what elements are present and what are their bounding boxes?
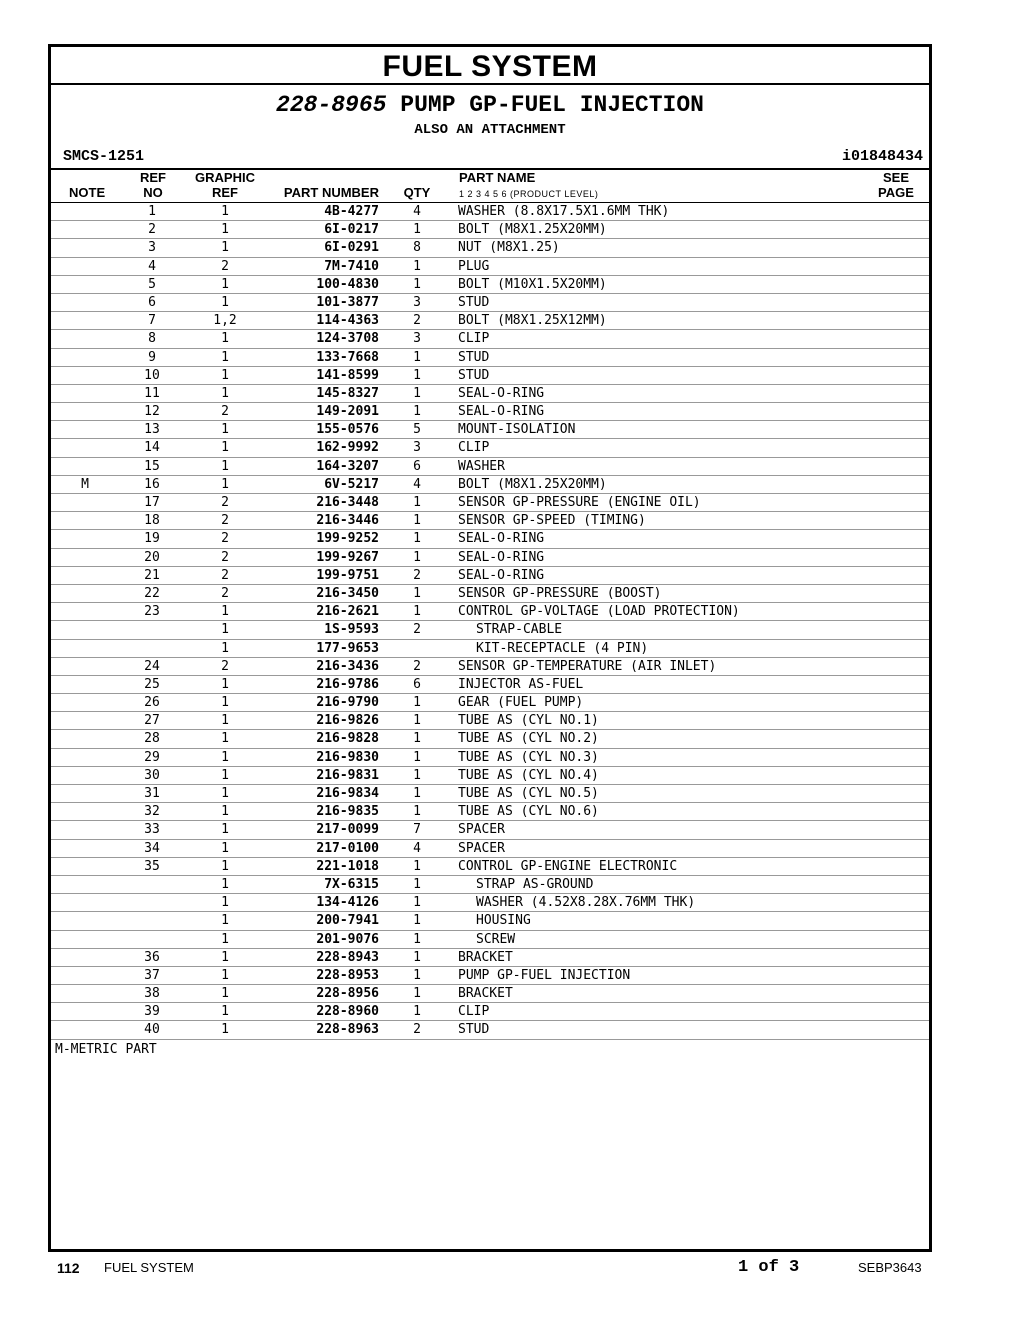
- qty-cell: 1: [413, 786, 421, 801]
- header-ref-no-bottom: NO: [143, 185, 163, 200]
- part-number-cell: 1S-9593: [324, 622, 379, 638]
- ref-no-cell: 10: [144, 367, 160, 383]
- graphic-ref-cell: 1: [221, 713, 229, 729]
- header-part-name: PART NAME: [459, 170, 536, 185]
- qty-cell: 1: [413, 531, 421, 547]
- graphic-ref-cell: 1: [221, 840, 229, 856]
- smcs-code: SMCS-1251: [63, 148, 145, 165]
- graphic-ref-cell: 2: [221, 549, 229, 565]
- table-row: [51, 439, 929, 457]
- graphic-ref-cell: 1: [221, 240, 229, 256]
- ref-no-cell: 17: [144, 495, 160, 510]
- note-cell: M: [81, 476, 89, 492]
- illustration-id: i01848434: [841, 148, 923, 165]
- table-row: [51, 458, 929, 476]
- table-row: [51, 821, 929, 839]
- part-number-cell: 149-2091: [316, 404, 379, 420]
- graphic-ref-cell: 1: [221, 640, 229, 656]
- part-name-cell: STUD: [458, 294, 490, 310]
- part-name-cell: CLIP: [458, 1004, 490, 1020]
- graphic-ref-cell: 1: [221, 367, 229, 383]
- part-name-cell: MOUNT-ISOLATION: [458, 422, 576, 438]
- graphic-ref-cell: 1: [221, 622, 229, 638]
- part-number-cell: 217-0099: [316, 822, 379, 838]
- ref-no-cell: 19: [144, 531, 160, 547]
- part-number-cell: 155-0576: [316, 422, 379, 438]
- table-row: [51, 367, 929, 385]
- part-number-cell: 216-3448: [316, 495, 379, 510]
- ref-no-cell: 4: [148, 258, 156, 274]
- part-name-cell: BOLT (M10X1.5X20MM): [458, 276, 607, 292]
- part-number-cell: 199-9751: [316, 567, 379, 583]
- part-name-cell: STRAP-CABLE: [476, 622, 563, 638]
- part-name-cell: HOUSING: [476, 913, 531, 929]
- ref-no-cell: 6: [148, 294, 156, 310]
- qty-cell: 1: [413, 495, 421, 510]
- table-row: [51, 730, 929, 748]
- section-title: FUEL SYSTEM: [51, 47, 929, 85]
- part-number-cell: 6V-5217: [324, 476, 379, 492]
- graphic-ref-cell: 2: [221, 404, 229, 420]
- qty-cell: 1: [413, 276, 421, 292]
- table-row: [51, 640, 929, 658]
- ref-no-cell: 12: [144, 404, 160, 420]
- graphic-ref-cell: 1: [221, 604, 229, 620]
- qty-cell: 7: [413, 822, 421, 838]
- part-number-cell: 216-3446: [316, 513, 379, 529]
- graphic-ref-cell: 2: [221, 513, 229, 529]
- table-row: [51, 239, 929, 257]
- ref-no-cell: 18: [144, 513, 160, 529]
- graphic-ref-cell: 2: [221, 585, 229, 601]
- part-name-cell: SCREW: [476, 931, 516, 947]
- qty-cell: 1: [413, 804, 421, 820]
- part-name-cell: BOLT (M8X1.25X12MM): [458, 313, 607, 329]
- header-qty: QTY: [403, 185, 431, 200]
- part-name-cell: SENSOR GP-PRESSURE (BOOST): [458, 585, 662, 601]
- qty-cell: 1: [413, 986, 421, 1002]
- part-number-cell: 4B-4277: [324, 204, 379, 219]
- part-name-cell: BRACKET: [458, 949, 513, 965]
- part-number-cell: 216-9790: [316, 695, 379, 711]
- table-row: [51, 931, 929, 949]
- graphic-ref-cell: 1: [221, 986, 229, 1002]
- graphic-ref-cell: 1: [221, 222, 229, 238]
- part-number-cell: 216-3450: [316, 585, 379, 601]
- part-name-cell: SEAL-O-RING: [458, 567, 545, 583]
- qty-cell: 1: [413, 349, 421, 365]
- part-number-cell: 216-9835: [316, 804, 379, 820]
- graphic-ref-cell: 1: [221, 858, 229, 874]
- header-see-top: SEE: [882, 170, 909, 185]
- table-row: [51, 203, 929, 221]
- graphic-ref-cell: 1: [221, 967, 229, 983]
- metric-footnote: M-METRIC PART: [55, 1042, 157, 1058]
- part-number-cell: 228-8960: [316, 1004, 379, 1020]
- qty-cell: 1: [413, 967, 421, 983]
- part-name-cell: SEAL-O-RING: [458, 404, 545, 420]
- table-row: [51, 676, 929, 694]
- group-number: 228-8965: [276, 92, 387, 118]
- header-graphic-top: GRAPHIC: [195, 170, 255, 185]
- graphic-ref-cell: 1: [221, 804, 229, 820]
- part-number-cell: 216-9826: [316, 713, 379, 729]
- ref-no-cell: 11: [144, 385, 160, 401]
- qty-cell: 1: [413, 222, 421, 238]
- graphic-ref-cell: 1: [221, 731, 229, 747]
- qty-cell: 2: [413, 658, 421, 674]
- part-number-cell: 200-7941: [316, 913, 379, 929]
- qty-cell: 1: [413, 585, 421, 601]
- part-name-cell: TUBE AS (CYL NO.1): [458, 713, 599, 729]
- graphic-ref-cell: 1: [221, 385, 229, 401]
- qty-cell: 1: [413, 513, 421, 529]
- qty-cell: 1: [413, 367, 421, 383]
- table-row: [51, 349, 929, 367]
- part-number-cell: 216-9786: [316, 676, 379, 692]
- part-number-cell: 7X-6315: [324, 876, 379, 892]
- ref-no-cell: 36: [144, 949, 160, 965]
- qty-cell: 4: [413, 840, 421, 856]
- part-number-cell: 6I-0291: [324, 240, 379, 256]
- graphic-ref-cell: 1: [221, 749, 229, 765]
- part-name-cell: KIT-RECEPTACLE (4 PIN): [476, 640, 649, 656]
- header-see-bottom: PAGE: [878, 185, 914, 200]
- ref-no-cell: 32: [144, 804, 160, 820]
- ref-no-cell: 7: [148, 313, 156, 329]
- table-row: [51, 876, 929, 894]
- qty-cell: 1: [413, 913, 421, 929]
- part-number-cell: 164-3207: [316, 458, 379, 474]
- ref-no-cell: 30: [144, 767, 160, 783]
- qty-cell: 3: [413, 294, 421, 310]
- part-name-cell: NUT (M8X1.25): [458, 240, 560, 256]
- graphic-ref-cell: 1: [221, 422, 229, 438]
- qty-cell: 6: [413, 458, 421, 474]
- part-number-cell: 124-3708: [316, 331, 379, 347]
- ref-no-cell: 38: [144, 986, 160, 1002]
- ref-no-cell: 14: [144, 440, 160, 456]
- page-of: 1 of 3: [738, 1258, 800, 1277]
- graphic-ref-cell: 1: [221, 440, 229, 456]
- ref-no-cell: 16: [144, 476, 160, 492]
- part-name-cell: STRAP AS-GROUND: [476, 876, 594, 892]
- page-number: 112: [57, 1260, 80, 1276]
- table-row: [51, 621, 929, 639]
- doc-id: SEBP3643: [858, 1260, 922, 1275]
- graphic-ref-cell: 1,2: [213, 313, 237, 329]
- graphic-ref-cell: 1: [221, 822, 229, 838]
- table-row: [51, 785, 929, 803]
- ref-no-cell: 37: [144, 967, 160, 983]
- part-number-cell: 216-9831: [316, 767, 379, 783]
- part-name-cell: WASHER (4.52X8.28X.76MM THK): [476, 895, 696, 911]
- part-number-cell: 141-8599: [316, 367, 379, 383]
- table-row: [51, 1003, 929, 1021]
- qty-cell: 1: [413, 604, 421, 620]
- qty-cell: 1: [413, 731, 421, 747]
- graphic-ref-cell: 1: [221, 949, 229, 965]
- graphic-ref-cell: 1: [221, 458, 229, 474]
- graphic-ref-cell: 2: [221, 495, 229, 510]
- ref-no-cell: 1: [148, 204, 156, 219]
- part-name-cell: TUBE AS (CYL NO.5): [458, 786, 599, 801]
- qty-cell: 1: [413, 713, 421, 729]
- ref-no-cell: 3: [148, 240, 156, 256]
- part-name-cell: SENSOR GP-SPEED (TIMING): [458, 513, 646, 529]
- part-number-cell: 199-9252: [316, 531, 379, 547]
- ref-no-cell: 8: [148, 331, 156, 347]
- part-name-cell: BRACKET: [458, 986, 513, 1002]
- qty-cell: 2: [413, 567, 421, 583]
- qty-cell: 3: [413, 440, 421, 456]
- qty-cell: 1: [413, 876, 421, 892]
- group-title: [51, 91, 929, 119]
- qty-cell: 4: [413, 204, 421, 219]
- part-name-cell: STUD: [458, 367, 490, 383]
- table-row: [51, 294, 929, 312]
- table-row: [51, 858, 929, 876]
- footer-section: FUEL SYSTEM: [104, 1260, 194, 1275]
- qty-cell: 1: [413, 1004, 421, 1020]
- part-number-cell: 216-2621: [316, 604, 379, 620]
- graphic-ref-cell: 1: [221, 786, 229, 801]
- header-part-number: PART NUMBER: [283, 185, 379, 200]
- part-name-cell: CONTROL GP-ENGINE ELECTRONIC: [458, 858, 678, 874]
- qty-cell: 1: [413, 258, 421, 274]
- part-number-cell: 216-9830: [316, 749, 379, 765]
- part-name-cell: PUMP GP-FUEL INJECTION: [458, 967, 631, 983]
- ref-no-cell: 40: [144, 1022, 160, 1038]
- part-name-cell: PLUG: [458, 258, 490, 274]
- table-row: [51, 530, 929, 548]
- part-number-cell: 217-0100: [316, 840, 379, 856]
- qty-cell: 1: [413, 695, 421, 711]
- ref-no-cell: 9: [148, 349, 156, 365]
- table-row: [51, 949, 929, 967]
- qty-cell: 2: [413, 622, 421, 638]
- ref-no-cell: 29: [144, 749, 160, 765]
- ref-no-cell: 31: [144, 786, 160, 801]
- ref-no-cell: 21: [144, 567, 160, 583]
- part-number-cell: 216-3436: [316, 658, 379, 674]
- ref-no-cell: 34: [144, 840, 160, 856]
- qty-cell: 8: [413, 240, 421, 256]
- part-name-cell: TUBE AS (CYL NO.2): [458, 731, 599, 747]
- table-row: [51, 967, 929, 985]
- part-name-cell: WASHER: [458, 458, 505, 474]
- graphic-ref-cell: 1: [221, 767, 229, 783]
- part-number-cell: 133-7668: [316, 349, 379, 365]
- table-row: [51, 221, 929, 239]
- graphic-ref-cell: 1: [221, 876, 229, 892]
- part-name-cell: SENSOR GP-TEMPERATURE (AIR INLET): [458, 658, 717, 674]
- ref-no-cell: 2: [148, 222, 156, 238]
- table-row: [51, 694, 929, 712]
- table-row: [51, 803, 929, 821]
- part-number-cell: 228-8943: [316, 949, 379, 965]
- graphic-ref-cell: 2: [221, 531, 229, 547]
- part-number-cell: 228-8963: [316, 1022, 379, 1038]
- parts-table: [51, 203, 929, 1040]
- table-row: [51, 894, 929, 912]
- qty-cell: 3: [413, 331, 421, 347]
- part-name-cell: STUD: [458, 349, 490, 365]
- part-name-cell: TUBE AS (CYL NO.4): [458, 767, 599, 783]
- parts-page-frame: [48, 44, 932, 1252]
- header-graphic-bottom: REF: [212, 185, 238, 200]
- table-row: [51, 330, 929, 348]
- part-name-cell: SEAL-O-RING: [458, 549, 545, 565]
- group-subtitle: ALSO AN ATTACHMENT: [414, 122, 566, 138]
- graphic-ref-cell: 2: [221, 258, 229, 274]
- part-number-cell: 228-8953: [316, 967, 379, 983]
- part-name-cell: CLIP: [458, 440, 490, 456]
- graphic-ref-cell: 1: [221, 204, 229, 219]
- table-row: [51, 585, 929, 603]
- part-name-cell: BOLT (M8X1.25X20MM): [458, 222, 607, 238]
- part-name-cell: WASHER (8.8X17.5X1.6MM THK): [458, 204, 670, 219]
- part-name-cell: STUD: [458, 1022, 490, 1038]
- part-name-cell: SPACER: [458, 822, 505, 838]
- part-name-cell: SPACER: [458, 840, 505, 856]
- ref-no-cell: 39: [144, 1004, 160, 1020]
- part-number-cell: 100-4830: [316, 276, 379, 292]
- part-name-cell: SEAL-O-RING: [458, 531, 545, 547]
- table-row: [51, 312, 929, 330]
- graphic-ref-cell: 1: [221, 331, 229, 347]
- ref-no-cell: 24: [144, 658, 160, 674]
- qty-cell: 1: [413, 404, 421, 420]
- graphic-ref-cell: 1: [221, 276, 229, 292]
- ref-no-cell: 15: [144, 458, 160, 474]
- group-name: PUMP GP-FUEL INJECTION: [400, 92, 704, 118]
- qty-cell: 1: [413, 385, 421, 401]
- part-number-cell: 216-9834: [316, 786, 379, 801]
- qty-cell: 1: [413, 949, 421, 965]
- part-number-cell: 221-1018: [316, 858, 379, 874]
- part-number-cell: 101-3877: [316, 294, 379, 310]
- graphic-ref-cell: 1: [221, 931, 229, 947]
- graphic-ref-cell: 1: [221, 1022, 229, 1038]
- table-row: [51, 494, 929, 512]
- graphic-ref-cell: 1: [221, 676, 229, 692]
- table-row: [51, 385, 929, 403]
- part-number-cell: 228-8956: [316, 986, 379, 1002]
- qty-cell: 1: [413, 931, 421, 947]
- table-row: [51, 658, 929, 676]
- graphic-ref-cell: 1: [221, 476, 229, 492]
- table-row: [51, 258, 929, 276]
- header-note: NOTE: [69, 185, 106, 200]
- header-ref-no-top: REF: [140, 170, 166, 185]
- table-row: [51, 549, 929, 567]
- ref-no-cell: 28: [144, 731, 160, 747]
- table-row: [51, 912, 929, 930]
- table-row: [51, 567, 929, 585]
- ref-no-cell: 26: [144, 695, 160, 711]
- graphic-ref-cell: 1: [221, 695, 229, 711]
- qty-cell: 2: [413, 1022, 421, 1038]
- part-number-cell: 201-9076: [316, 931, 379, 947]
- part-name-cell: GEAR (FUEL PUMP): [458, 695, 584, 711]
- graphic-ref-cell: 1: [221, 1004, 229, 1020]
- part-number-cell: 162-9992: [316, 440, 379, 456]
- part-number-cell: 7M-7410: [324, 258, 379, 274]
- graphic-ref-cell: 1: [221, 895, 229, 911]
- part-number-cell: 216-9828: [316, 731, 379, 747]
- ref-no-cell: 20: [144, 549, 160, 565]
- qty-cell: 1: [413, 749, 421, 765]
- part-number-cell: 114-4363: [316, 313, 379, 329]
- table-row: [51, 1021, 929, 1039]
- qty-cell: 4: [413, 476, 421, 492]
- table-row: [51, 421, 929, 439]
- table-row: [51, 712, 929, 730]
- part-name-cell: SENSOR GP-PRESSURE (ENGINE OIL): [458, 495, 701, 510]
- qty-cell: 1: [413, 895, 421, 911]
- part-name-cell: CLIP: [458, 331, 490, 347]
- ref-no-cell: 13: [144, 422, 160, 438]
- qty-cell: 1: [413, 549, 421, 565]
- table-row: [51, 767, 929, 785]
- table-row: [51, 476, 929, 494]
- ref-no-cell: 27: [144, 713, 160, 729]
- part-number-cell: 134-4126: [316, 895, 379, 911]
- qty-cell: 2: [413, 313, 421, 329]
- table-row: [51, 840, 929, 858]
- part-name-cell: CONTROL GP-VOLTAGE (LOAD PROTECTION): [458, 604, 740, 620]
- graphic-ref-cell: 2: [221, 567, 229, 583]
- table-row: [51, 749, 929, 767]
- part-number-cell: 177-9653: [316, 640, 379, 656]
- ref-no-cell: 23: [144, 604, 160, 620]
- graphic-ref-cell: 2: [221, 658, 229, 674]
- ref-no-cell: 25: [144, 676, 160, 692]
- header-product-levels: 1 2 3 4 5 6 (PRODUCT LEVEL): [459, 189, 599, 199]
- table-row: [51, 403, 929, 421]
- part-name-cell: BOLT (M8X1.25X20MM): [458, 476, 607, 492]
- qty-cell: 1: [413, 767, 421, 783]
- part-number-cell: 145-8327: [316, 385, 379, 401]
- qty-cell: 1: [413, 858, 421, 874]
- part-number-cell: 6I-0217: [324, 222, 379, 238]
- part-name-cell: SEAL-O-RING: [458, 385, 545, 401]
- ref-no-cell: 22: [144, 585, 160, 601]
- qty-cell: 6: [413, 676, 421, 692]
- table-row: [51, 276, 929, 294]
- ref-no-cell: 33: [144, 822, 160, 838]
- part-number-cell: 199-9267: [316, 549, 379, 565]
- table-row: [51, 603, 929, 621]
- part-name-cell: INJECTOR AS-FUEL: [458, 676, 584, 692]
- graphic-ref-cell: 1: [221, 349, 229, 365]
- ref-no-cell: 5: [148, 276, 156, 292]
- graphic-ref-cell: 1: [221, 913, 229, 929]
- part-name-cell: TUBE AS (CYL NO.3): [458, 749, 599, 765]
- table-row: [51, 512, 929, 530]
- graphic-ref-cell: 1: [221, 294, 229, 310]
- ref-no-cell: 35: [144, 858, 160, 874]
- qty-cell: 5: [413, 422, 421, 438]
- table-row: [51, 985, 929, 1003]
- part-name-cell: TUBE AS (CYL NO.6): [458, 804, 599, 820]
